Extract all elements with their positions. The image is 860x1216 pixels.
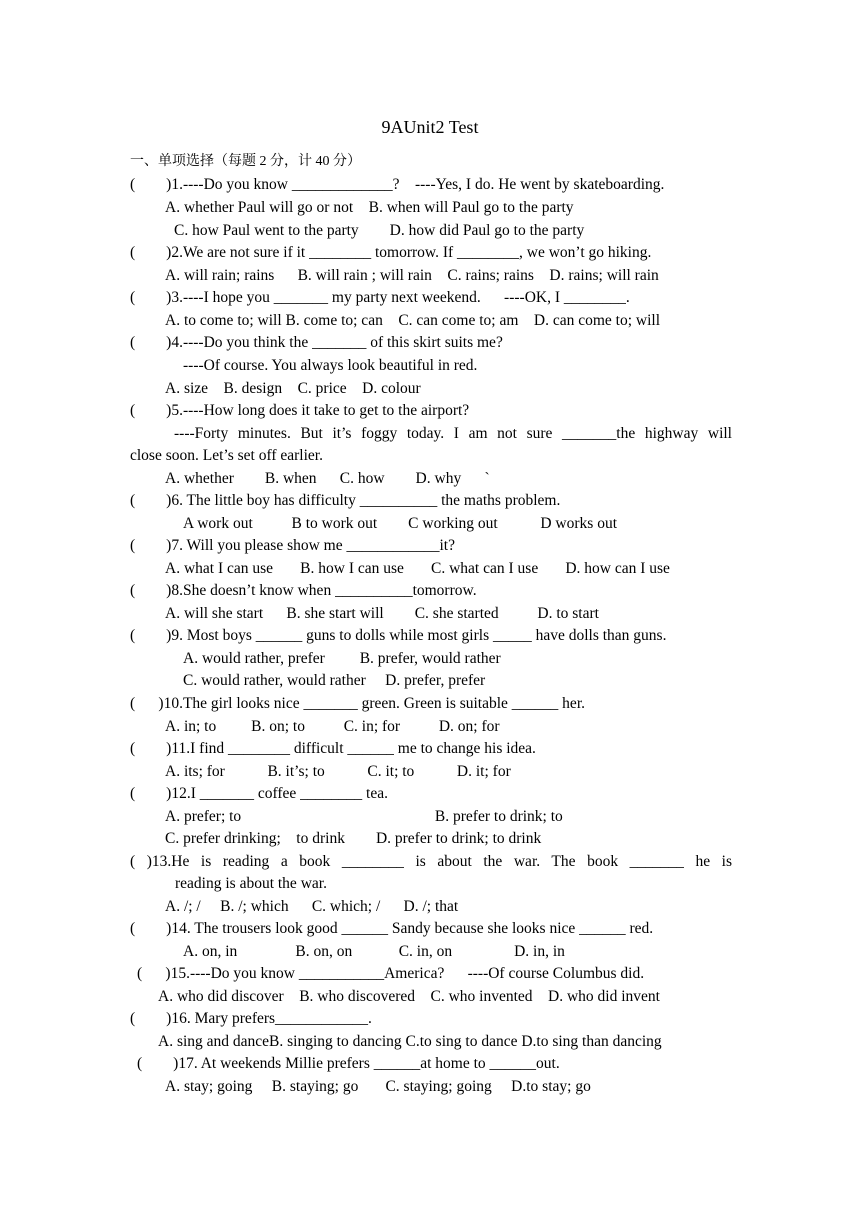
- question-line: ( )11.I find ________ difficult ______ me to change his idea.: [130, 740, 536, 757]
- question-line: ( )16. Mary prefers____________.: [130, 1010, 372, 1027]
- question-line: ( )4.----Do you think the _______ of this skirt suits me?: [130, 334, 503, 351]
- answer-options-line: A. will she start B. she start will C. she started D. to start: [165, 605, 599, 622]
- answer-options-line: ----Forty minutes. But it’s foggy today. I am not sure _______the highway will: [174, 425, 732, 442]
- question-line: ( )1.----Do you know _____________? ----Yes, I do. He went by skateboarding.: [130, 176, 665, 193]
- answer-options-line: A. whether B. when C. how D. why `: [165, 470, 490, 487]
- answer-options-line: A. would rather, prefer B. prefer, would rather: [183, 650, 501, 667]
- answer-options-line: A. on, in B. on, on C. in, on D. in, in: [183, 943, 565, 960]
- question-line: ( )2.We are not sure if it ________ tomorrow. If ________, we won’t go hiking.: [130, 244, 652, 261]
- answer-options-line: A work out B to work out C working out D works out: [183, 515, 617, 532]
- answer-options-line: A. what I can use B. how I can use C. what can I use D. how can I use: [165, 560, 670, 577]
- answer-options-line: C. how Paul went to the party D. how did Paul go to the party: [174, 222, 585, 239]
- question-line: ( )8.She doesn’t know when __________tomorrow.: [130, 582, 477, 599]
- question-line: ( )7. Will you please show me ____________it?: [130, 537, 455, 554]
- answer-options-line: A. prefer; to B. prefer to drink; to: [165, 808, 563, 825]
- answer-options-line: A. stay; going B. staying; go C. staying; going D.to stay; go: [165, 1078, 591, 1095]
- answer-options-line: A. sing and danceB. singing to dancing C.to sing to dance D.to sing than dancing: [158, 1033, 662, 1050]
- question-line: ( )14. The trousers look good ______ Sandy because she looks nice ______ red.: [130, 920, 654, 937]
- answer-options-line: reading is about the war.: [175, 875, 327, 892]
- answer-options-line: A. in; to B. on; to C. in; for D. on; for: [165, 718, 500, 735]
- question-line: ( )9. Most boys ______ guns to dolls while most girls _____ have dolls than guns.: [130, 627, 667, 644]
- page-title: 9AUnit2 Test: [381, 117, 479, 137]
- question-line: ( )13.He is reading a book ________ is about the war. The book _______ he is: [130, 853, 732, 870]
- question-line: ( )5.----How long does it take to get to the airport?: [130, 402, 470, 419]
- answer-options-line: A. will rain; rains B. will rain ; will rain C. rains; rains D. rains; will rain: [165, 267, 659, 284]
- answer-options-line: A. whether Paul will go or not B. when will Paul go to the party: [165, 199, 574, 216]
- section-heading: 一、单项选择（每题 2 分，计 40 分）: [130, 154, 361, 169]
- question-line: ( )10.The girl looks nice _______ green. Green is suitable ______ her.: [130, 695, 585, 712]
- answer-options-line: A. to come to; will B. come to; can C. can come to; am D. can come to; will: [165, 312, 661, 329]
- answer-options-line: C. would rather, would rather D. prefer, prefer: [183, 672, 486, 689]
- question-line: ( )15.----Do you know ___________America? ----Of course Columbus did.: [137, 965, 645, 982]
- answer-options-line: close soon. Let’s set off earlier.: [130, 447, 323, 464]
- question-line: ( )6. The little boy has difficulty __________ the maths problem.: [130, 492, 561, 509]
- answer-options-line: C. prefer drinking; to drink D. prefer to drink; to drink: [165, 830, 542, 847]
- answer-options-line: A. who did discover B. who discovered C. who invented D. who did invent: [158, 988, 660, 1005]
- answer-options-line: A. its; for B. it’s; to C. it; to D. it; for: [165, 763, 511, 780]
- question-line: ( )3.----I hope you _______ my party next weekend. ----OK, I ________.: [130, 289, 630, 306]
- question-line: ( )17. At weekends Millie prefers ______at home to ______out.: [137, 1055, 560, 1072]
- answer-options-line: A. /; / B. /; which C. which; / D. /; that: [165, 898, 459, 915]
- answer-options-line: A. size B. design C. price D. colour: [165, 380, 421, 397]
- question-line: ( )12.I _______ coffee ________ tea.: [130, 785, 388, 802]
- answer-options-line: ----Of course. You always look beautiful in red.: [183, 357, 478, 374]
